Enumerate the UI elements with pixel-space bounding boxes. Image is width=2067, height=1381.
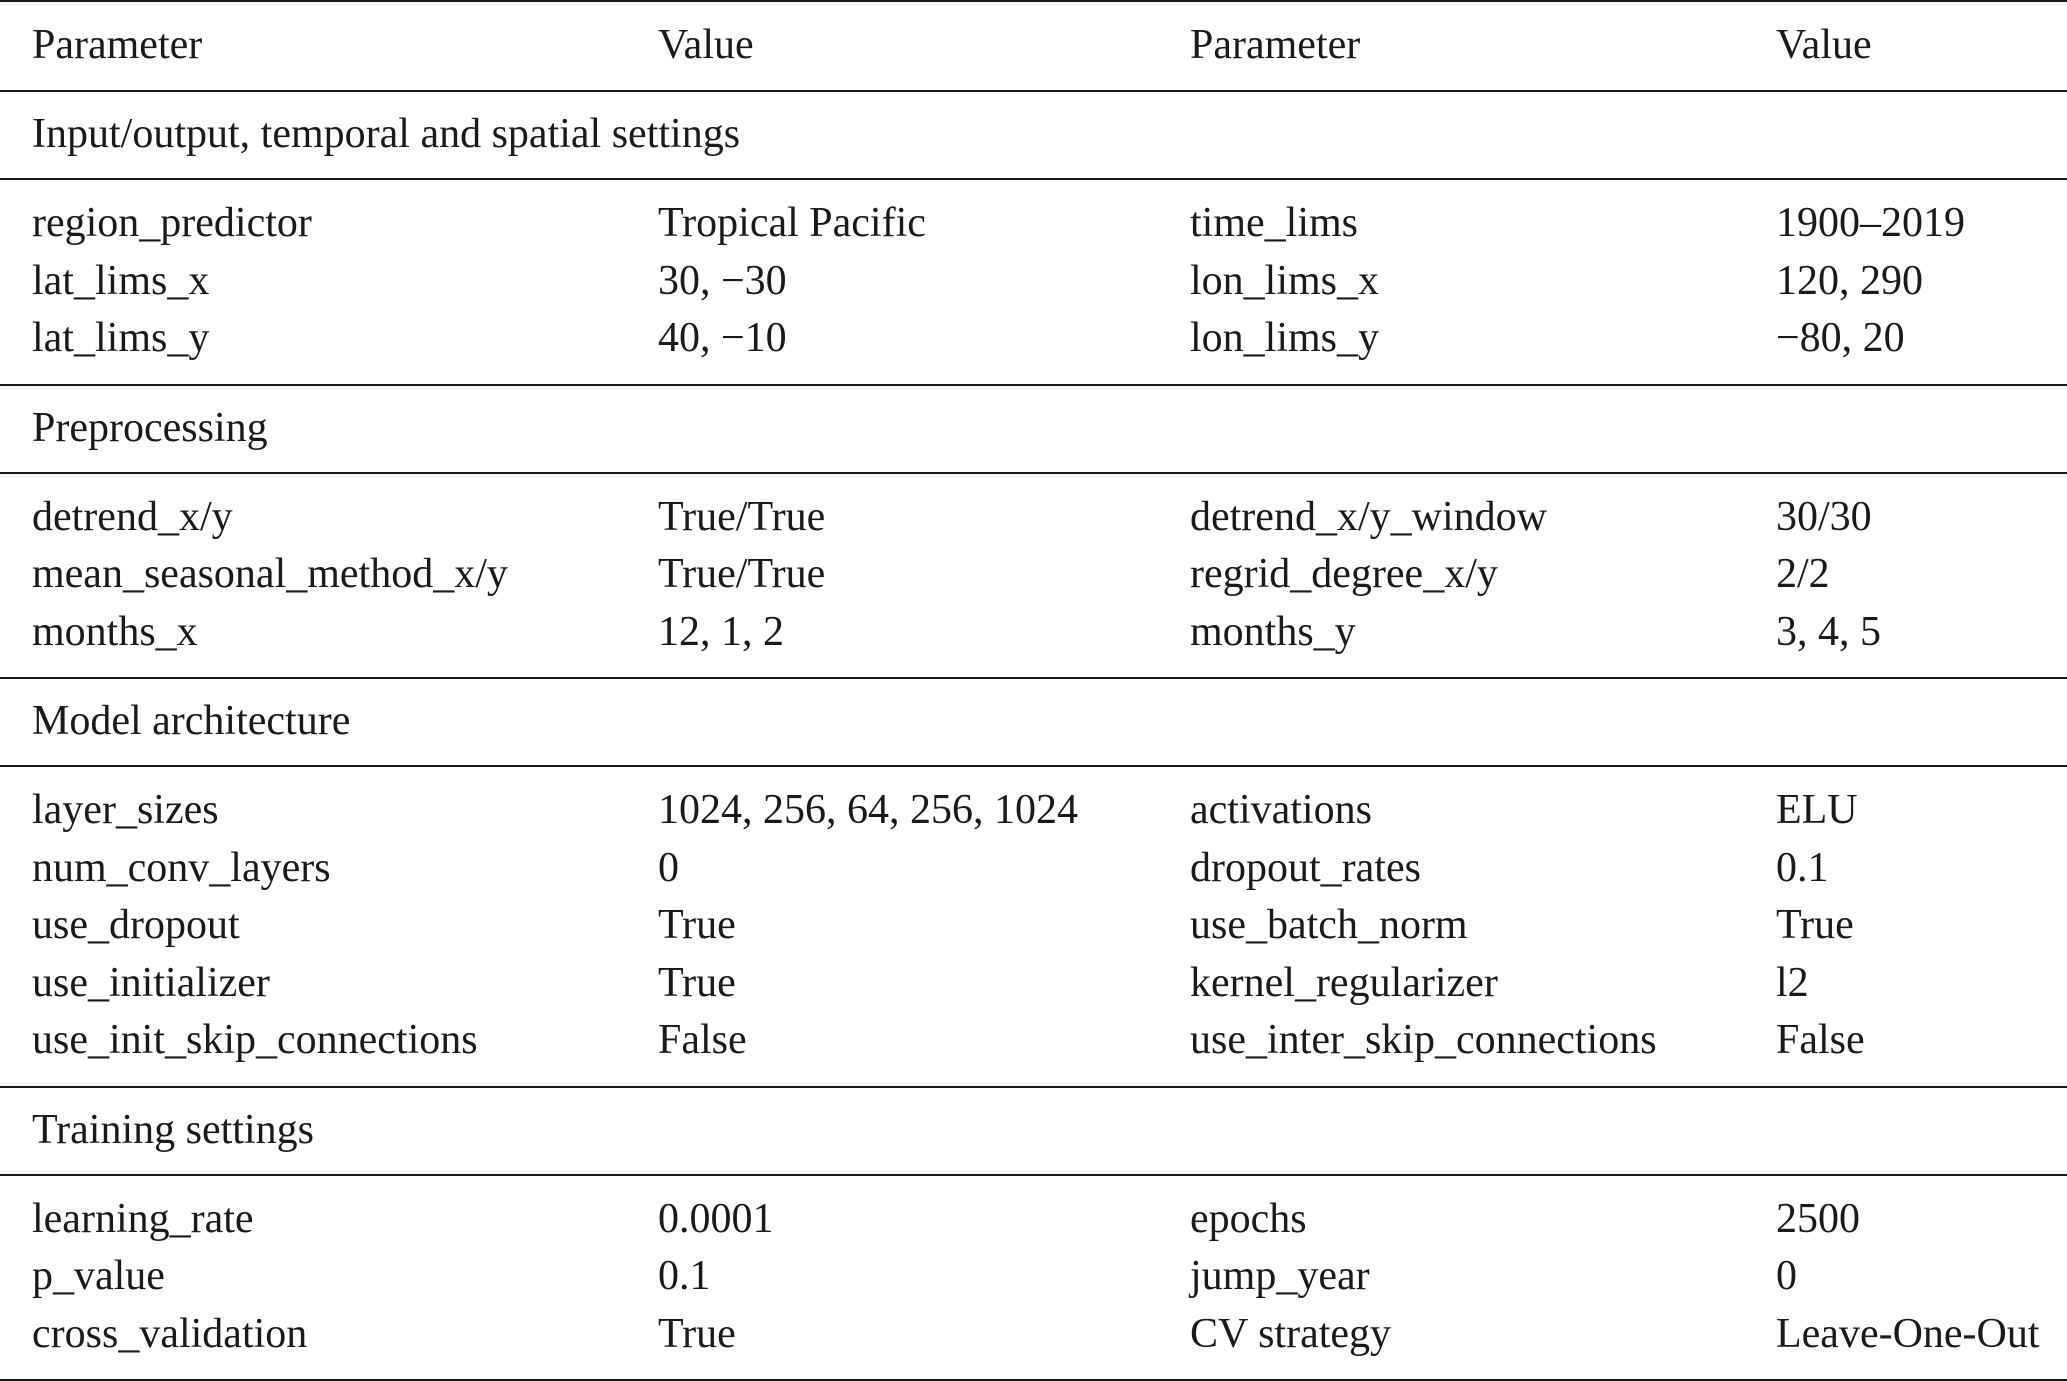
param-value-right: ELU (1776, 787, 1858, 833)
table-row (0, 1175, 2067, 1249)
param-name-right: use_batch_norm (1190, 902, 1468, 948)
param-name-left: detrend_x/y (32, 493, 233, 540)
section-title: Model architecture (32, 698, 351, 745)
param-value-right: 0 (1776, 1253, 1797, 1299)
param-value-right: 2500 (1776, 1195, 1860, 1242)
param-name-right: time_lims (1190, 200, 1358, 246)
param-value-left: 40, −10 (658, 315, 787, 361)
param-name-right: activations (1190, 787, 1372, 833)
section-title: Preprocessing (32, 404, 268, 451)
param-value-right: False (1776, 1017, 1865, 1063)
param-name-left: use_dropout (32, 902, 240, 948)
param-name-left: layer_sizes (32, 787, 219, 833)
param-name-right: epochs (1190, 1195, 1307, 1242)
param-name-left: use_initializer (32, 959, 270, 1006)
param-name-right: months_y (1190, 608, 1356, 655)
param-name-left: p_value (32, 1253, 165, 1299)
param-value-left: 30, −30 (658, 257, 787, 304)
param-value-left: 0.1 (658, 1253, 711, 1299)
param-name-right: lon_lims_y (1190, 315, 1380, 361)
section-row (0, 91, 2067, 179)
header-parameter-1: Parameter (32, 22, 203, 69)
section-title: Input/output, temporal and spatial settings (32, 111, 741, 158)
param-name-left: learning_rate (32, 1195, 254, 1242)
table-row (0, 253, 2067, 311)
param-value-left: True (658, 959, 736, 1006)
param-value-left: 0 (658, 844, 679, 891)
param-name-left: use_init_skip_connections (32, 1017, 478, 1063)
param-value-left: True (658, 1310, 736, 1357)
param-value-left: 0.0001 (658, 1195, 774, 1242)
section-row (0, 385, 2067, 473)
param-value-left: Tropical Pacific (658, 200, 926, 246)
header-value-1: Value (658, 22, 754, 69)
param-name-left: cross_validation (32, 1310, 308, 1357)
param-value-right: 1900–2019 (1776, 200, 1965, 246)
param-value-right: 0.1 (1776, 844, 1829, 891)
param-name-right: dropout_rates (1190, 844, 1421, 891)
table-row (0, 546, 2067, 604)
header-parameter-2: Parameter (1190, 22, 1361, 69)
param-value-left: True (658, 902, 736, 948)
param-value-left: True/True (658, 551, 826, 597)
param-value-left: 12, 1, 2 (658, 608, 784, 655)
param-name-left: months_x (32, 608, 198, 655)
param-name-left: region_predictor (32, 200, 312, 246)
param-name-left: lat_lims_x (32, 257, 210, 304)
param-value-right: l2 (1776, 959, 1809, 1006)
param-value-right: 2/2 (1776, 551, 1830, 597)
table-row (0, 897, 2067, 955)
table-row (0, 1012, 2067, 1087)
table-row (0, 840, 2067, 898)
param-name-right: kernel_regularizer (1190, 959, 1498, 1006)
param-name-right: lon_lims_x (1190, 257, 1380, 304)
header-row (0, 1, 2067, 91)
param-name-right: detrend_x/y_window (1190, 493, 1547, 540)
param-name-left: num_conv_layers (32, 844, 331, 891)
param-name-right: use_inter_skip_connections (1190, 1017, 1657, 1063)
param-name-left: lat_lims_y (32, 315, 210, 361)
param-value-right: 3, 4, 5 (1776, 608, 1881, 655)
param-value-left: True/True (658, 493, 826, 540)
section-title: Training settings (32, 1106, 314, 1153)
param-name-right: regrid_degree_x/y (1190, 551, 1498, 597)
table-row (0, 955, 2067, 1013)
table-row (0, 473, 2067, 547)
table-row (0, 1248, 2067, 1306)
param-value-left: False (658, 1017, 747, 1063)
table-row (0, 1306, 2067, 1381)
param-name-right: jump_year (1190, 1253, 1370, 1299)
section-row (0, 1087, 2067, 1175)
param-value-right: True (1776, 902, 1854, 948)
param-name-left: mean_seasonal_method_x/y (32, 551, 508, 597)
table-row (0, 604, 2067, 679)
param-name-right: CV strategy (1190, 1310, 1392, 1357)
section-row (0, 678, 2067, 766)
param-value-right: 120, 290 (1776, 257, 1923, 304)
header-value-2: Value (1776, 22, 1872, 69)
table-row (0, 310, 2067, 385)
table-body (0, 1, 2067, 1380)
param-value-right: −80, 20 (1776, 315, 1905, 361)
param-value-right: 30/30 (1776, 493, 1872, 540)
table-row (0, 766, 2067, 840)
param-value-left: 1024, 256, 64, 256, 1024 (658, 787, 1078, 833)
table-row (0, 179, 2067, 253)
param-value-right: Leave-One-Out (1776, 1310, 2040, 1357)
